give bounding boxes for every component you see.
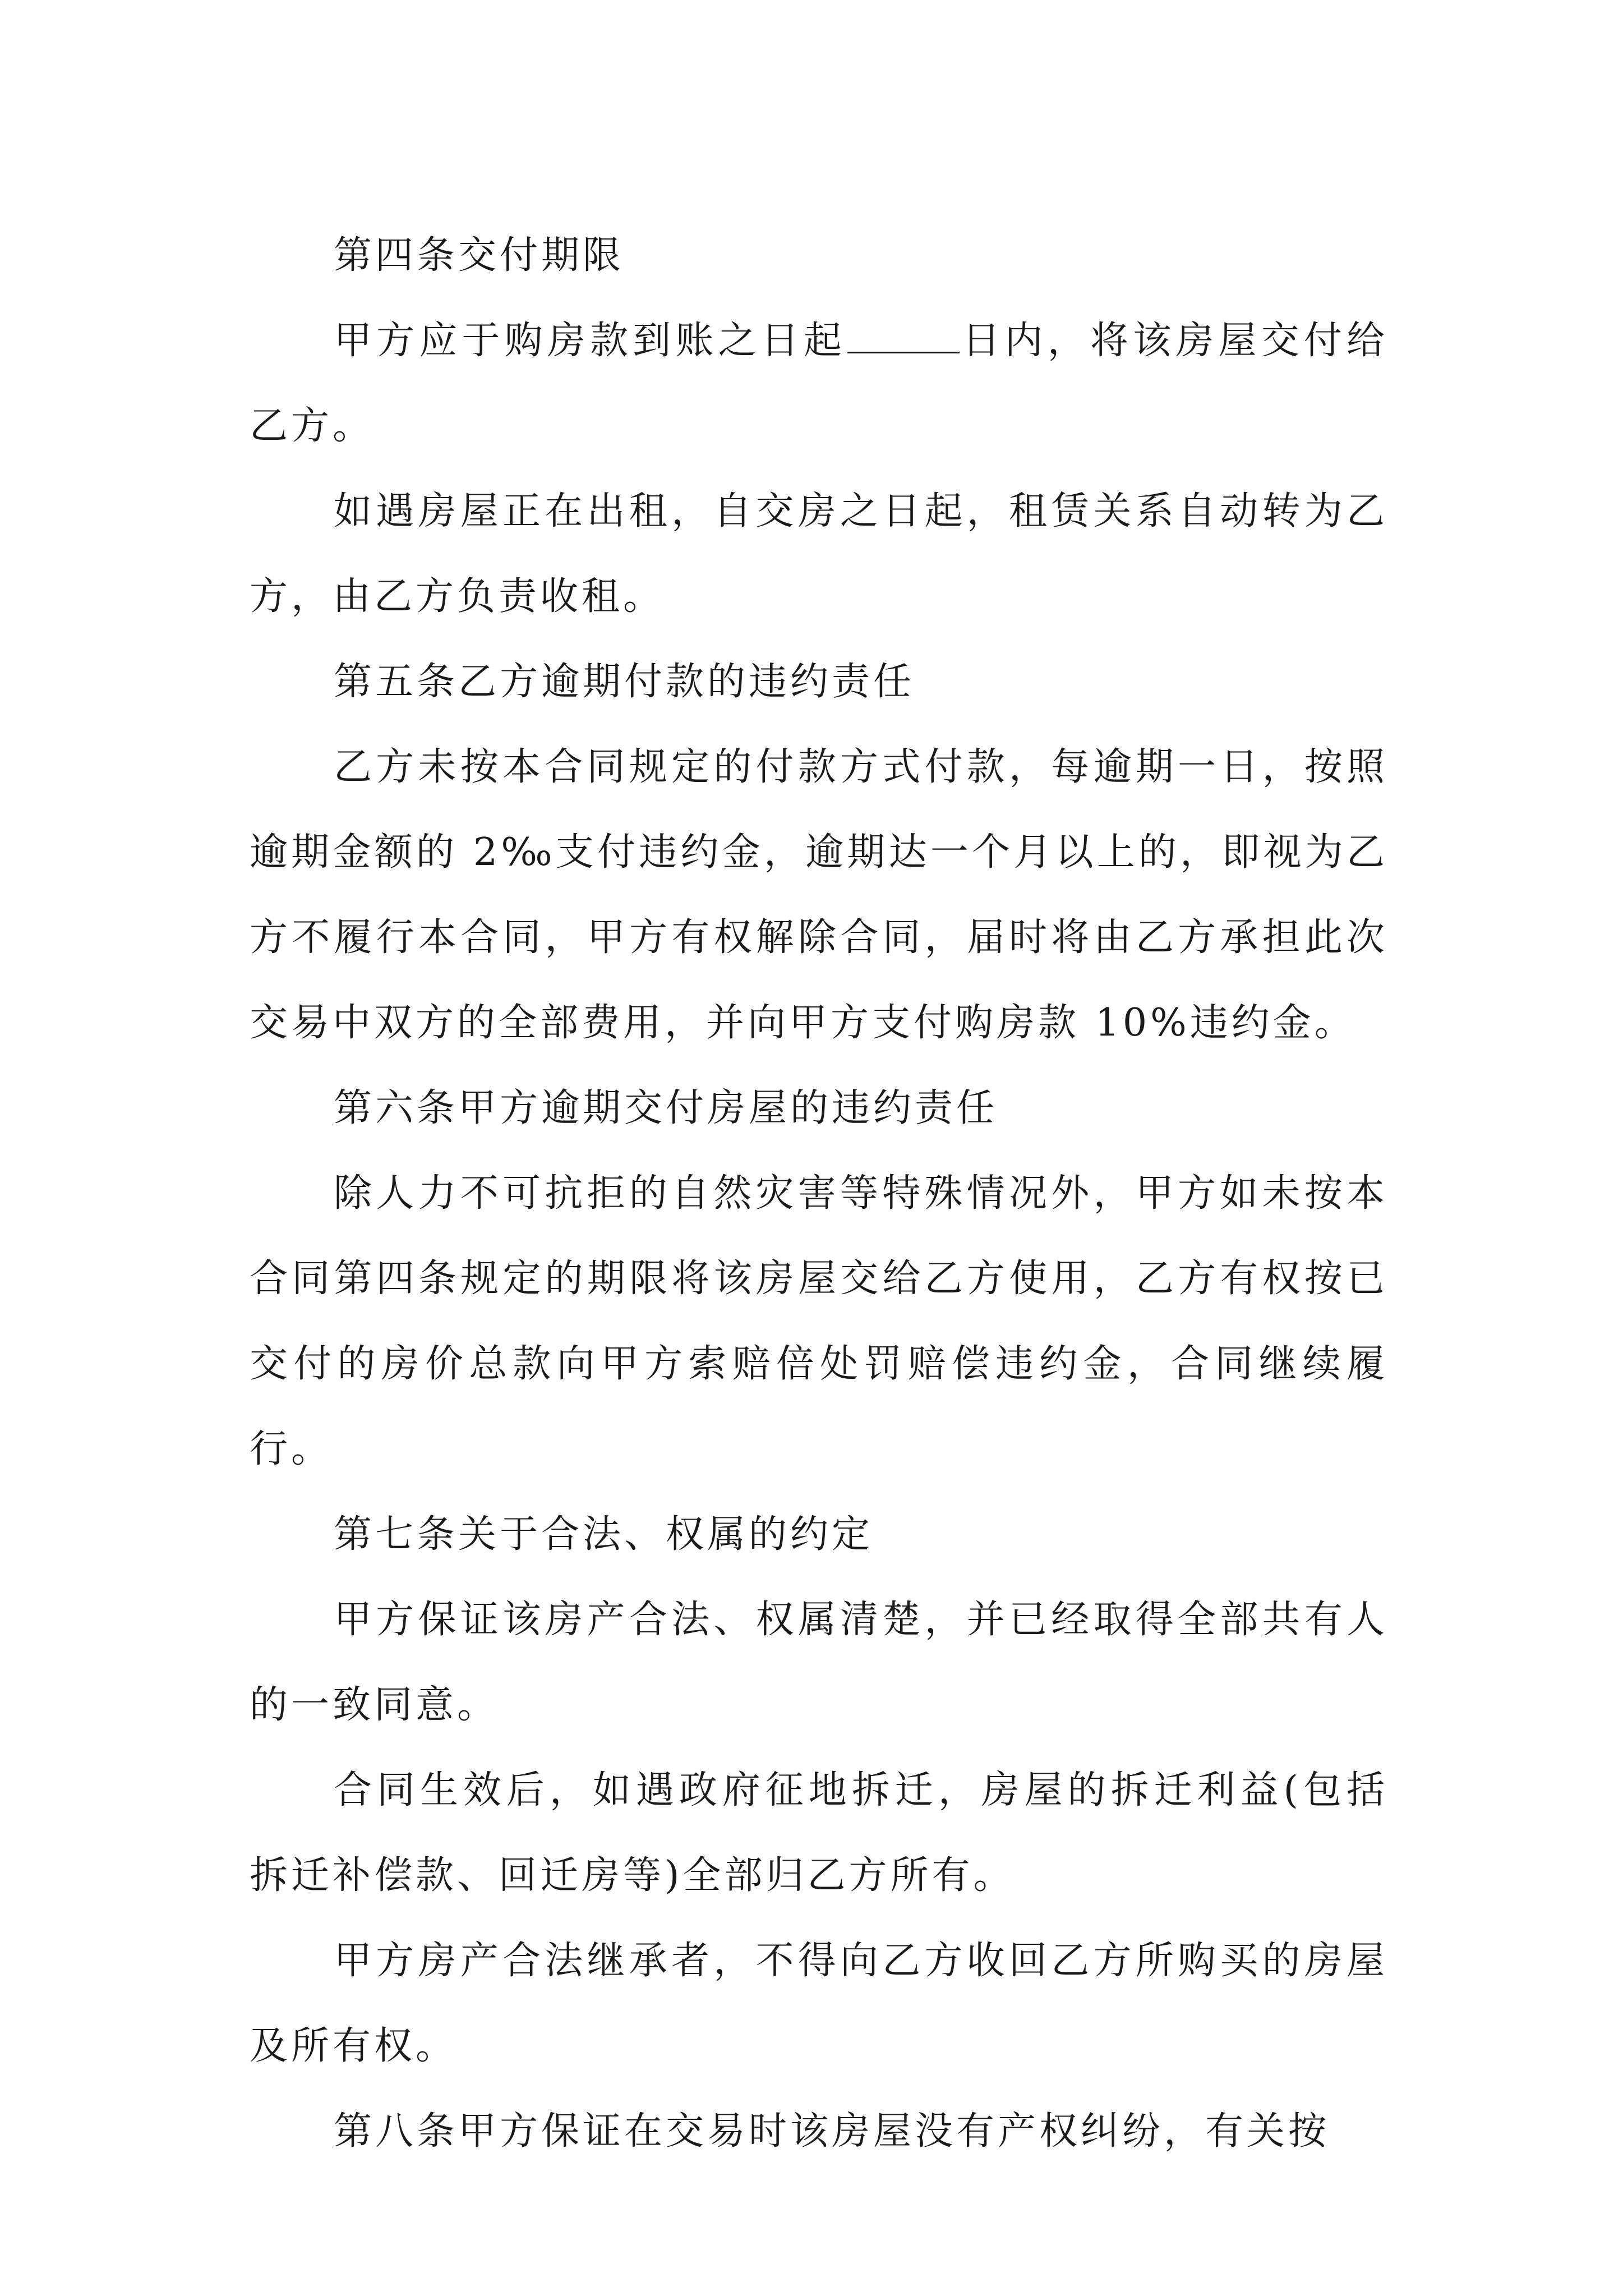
- paragraph-heirs-clause: 甲方房产合法继承者，不得向乙方收回乙方所购买的房屋及所有权。: [250, 1939, 1388, 2068]
- section-heading-article-4: 第四条交付期限: [334, 233, 625, 278]
- paragraph-text-after-blank: 日内，将该房屋交付给乙方。: [250, 319, 1388, 448]
- section-heading-article-7: 第七条关于合法、权属的约定: [334, 1512, 874, 1557]
- paragraph-seller-late-delivery: 除人力不可抗拒的自然灾害等特殊情况外，甲方如未按本合同第四条规定的期限将该房屋交给乙方使用，乙方有权按已交付的房价总款向甲方索赔倍处罚赔偿违约金，合同继续履行。: [250, 1171, 1388, 1471]
- section-heading-article-8: 第八条甲方保证在交易时该房屋没有产权纠纷，有关按: [334, 2109, 1330, 2154]
- paragraph-lease-transfer: 如遇房屋正在出租，自交房之日起，租赁关系自动转为乙方，由乙方负责收租。: [250, 489, 1388, 619]
- paragraph-delivery-term: [250, 298, 1388, 469]
- section-heading-article-6: 第六条甲方逾期交付房屋的违约责任: [334, 1086, 998, 1130]
- paragraph-ownership-guarantee: 甲方保证该房产合法、权属清楚，并已经取得全部共有人的一致同意。: [250, 1598, 1388, 1727]
- paragraph-text-before-blank: 甲方应于购房款到账之日起: [334, 319, 847, 363]
- document-body: [250, 213, 1388, 2174]
- paragraph-demolition-benefits: 合同生效后，如遇政府征地拆迁，房屋的拆迁利益(包括拆迁补偿款、回迁房等)全部归乙方所有。: [250, 1768, 1388, 1898]
- section-heading-article-5: 第五条乙方逾期付款的违约责任: [334, 660, 915, 704]
- blank-days-field: [847, 318, 960, 353]
- paragraph-buyer-late-payment: 乙方未按本合同规定的付款方式付款，每逾期一日，按照逾期金额的 2‰支付违约金，逾期达一个月以上的，即视为乙方不履行本合同，甲方有权解除合同，届时将由乙方承担此次交易中双方的全部费用，并向甲方支付购房款 10%违约金。: [250, 745, 1388, 1045]
